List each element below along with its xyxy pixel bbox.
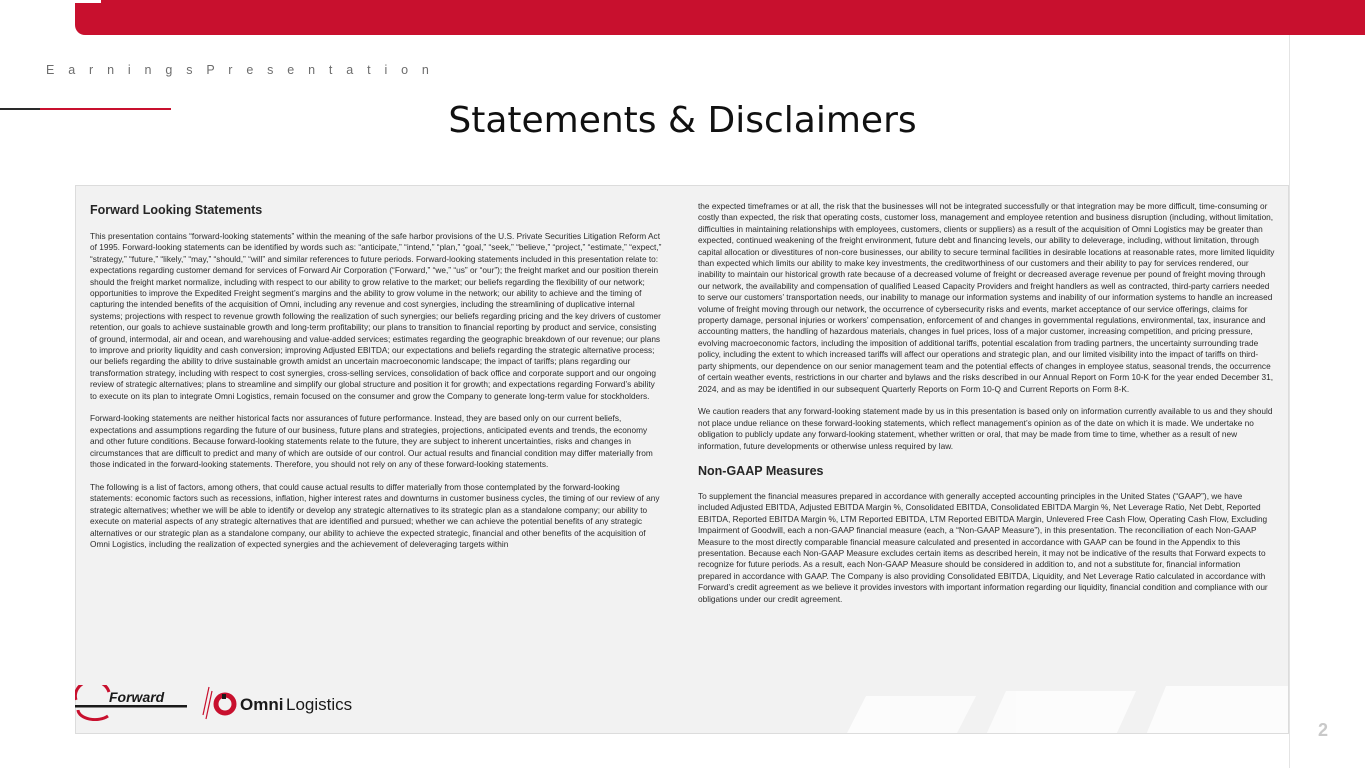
forward-looking-heading: Forward Looking Statements [90, 203, 263, 217]
top-bar-notch [75, 0, 101, 3]
company-logos [75, 685, 365, 721]
right-column [698, 201, 1275, 616]
forward-looking-paragraph-1: This presentation contains “forward-looking statements” within the meaning of the safe harbor provisions of the U.S. Private Securities Litigation Reform Act of 1995. Forward-looking statements can be identified by words such as: “anticipate,” “intend,” “plan,” “goal,” “seek,” “believe,” “project,” “estimate,” “expect,” “strategy,” “future,” “likely,” “may,” “should,” “will” and similar references to future periods. Forward-looking statements included in this presentation relate to: expectations regarding customer demand for services of Forward Air Corporation (“Forward,” “we,” “us” or “our”); the freight market and our position therein should the freight market normalize, including with respect to our ability to grow relative to the market; our beliefs regarding the flexibility of our network; opportunities to improve the Expedited Freight segment’s margins and the ability to grow volume in the network; our ability to achieve and the timing of capturing the intended benefits of the acquisition of Omni, including any revenue and cost synergies, including the streamlining of duplicative internal systems; projections with respect to revenue growth following the realization of such synergies; our beliefs regarding pricing and the key drivers of customer retention, our goals to achieve sustainable growth and long-term profitability; our plans to transition to financial reporting by product and service, consisting of ground, intermodal, air and ocean, and warehousing and value-added services; estimates regarding the geographic breakdown of our revenue; our plans to improve and priority liquidity and cash conversion; improving Adjusted EBITDA; our expectations and beliefs regarding the strategic alternative process; our beliefs regarding the ability to drive sustainable growth amidst an uncertain macroeconomic landscape; the impact of tariffs; plans regarding our transformation strategy, including with respect to cost synergies, cross-selling services, consolidation of back office and corporate support and our ongoing review of strategic alternatives; plans to streamline and simplify our global structure and position it for growth; and expectations regarding Forward’s ability to execute on its plan to integrate Omni Logistics, remain focused on the consumer and grow the Company to generate long-term value for stockholders. [90, 231, 662, 401]
disclaimer-panel [75, 185, 1289, 734]
omni-logistics-logo [216, 694, 352, 714]
top-brand-bar [75, 0, 1365, 35]
caution-paragraph: We caution readers that any forward-looking statement made by us in this presentation is based only on information currently available to us and they should not place undue reliance on these forward-looking statements, which reflect management’s opinion as of the date on which it is made. We undertake no obligation to publicly update any forward-looking statement, whether written or oral, that may be made from time to time, whether as a result of new information, future developments or otherwise unless required by law. [698, 406, 1273, 451]
presentation-label: E a r n i n g s P r e s e n t a t i o n [46, 63, 435, 77]
non-gaap-heading: Non-GAAP Measures [698, 463, 824, 478]
page-title: Statements & Disclaimers [448, 100, 917, 141]
forward-logo [75, 685, 187, 720]
forward-looking-paragraph-3: The following is a list of factors, among others, that could cause actual results to differ materially from those contemplated by the forward-looking statements: economic factors such as recessions, inflation, higher interest rates and downturns in customer business cycles, the timing of our review of any strategic alternatives; whether we will be able to identify or develop any strategic alternatives to its strategic plan as a standalone company; our ability to execute on material aspects of any strategic alternatives that are identified and pursued; whether we can achieve the potential benefits of any strategic alternatives or our strategic plan as a standalone company, our ability to achieve the expected strategic, financial and other benefits of the acquisition of Omni Logistics, including the realization of expected synergies and the achievement of deleveraging targets within [90, 481, 660, 549]
omni-logo-bold: Omni [240, 695, 284, 714]
forward-logo-text: Forward [109, 689, 165, 705]
non-gaap-paragraph: To supplement the financial measures prepared in accordance with generally accepted accounting principles in the United States (“GAAP”), we have included Adjusted EBITDA, Adjusted EBITDA Margin %, Consolidated EBITDA, Consolidated EBITDA Margin %, Net Leverage Ratio, Net Debt, Reported EBITDA, Reported EBITDA Margin %, LTM Reported EBITDA, LTM Reported EBITDA Margin, Unlevered Free Cash Flow, Operating Cash Flow, Excluding Impairment of Goodwill, each a non-GAAP financial measure (each, a “Non-GAAP Measure”), in this presentation. The reconciliation of each Non-GAAP Measure to the most directly comparable financial measure calculated and presented in accordance with GAAP can be found in the Appendix to this presentation. Because each Non-GAAP Measure excludes certain items as described herein, it may not be indicative of the results that Forward expects to recognize for future periods. As a result, each Non-GAAP Measure should be considered in addition to, and not a substitute for, financial information prepared in accordance with GAAP. The Company is also providing Consolidated EBITDA, Liquidity, and Net Leverage Ratio calculated in accordance with Forward’s credit agreement as we believe it provides investors with important information regarding our liquidity, financial condition and compliance with our obligations under our credit agreement. [698, 490, 1268, 604]
right-divider [1289, 35, 1290, 768]
left-column [90, 203, 663, 562]
omni-logo-light: Logistics [286, 695, 353, 714]
page-number: 2 [1318, 720, 1329, 740]
risk-factors-paragraph: the expected timeframes or at all, the risk that the businesses will not be integrated successfully or that integration may be more difficult, time-consuming or costly than expected, the risk that operating costs, customer loss, management and employee retention and business disruption (including, without limitation, difficulties in maintaining relationships with employees, customers, clients or suppliers) as a result of the acquisition of Omni Logistics may be greater than expected, continued weakening of the freight environment, future debt and financing levels, our ability to deleverage, including, without limitation, through capital allocation or divestitures of non-core businesses, our ability to secure terminal facilities in desirable locations at reasonable rates, more limited liquidity than expected which limits our ability to make key investments, the creditworthiness of our customers and their ability to pay for services rendered, our inability to maintain our historical growth rate because of a decreased volume of freight or decreased average revenue per pound of freight moving through our network, the availability and compensation of qualified Leased Capacity Providers and freight handlers as well as contracted, third-party carriers needed to serve our customers’ transportation needs, our inability to manage our information systems and inability of our information systems to handle an increased volume of freight moving through our network, the occurrence of cybersecurity risks and events, market acceptance of our service offerings, claims for property damage, personal injuries or workers’ compensation, enforcement of and changes in governmental regulations, environmental, tax, insurance and accounting matters, the handling of hazardous materials, changes in fuel prices, loss of a major customer, increasing competition, and pricing pressure, evolving macroeconomic factors, including the imposition of additional tariffs, potential escalation from trading partners, the uncertainty surrounding trade policy, including the extent to which increased tariffs will affect our operations and strategic plan, and our limited visibility into the impact of tariffs on third-party shipments, our dependence on our senior management team and the potential effects of changes in employee status, seasonal trends, the occurrence of certain weather events, restrictions in our charter and bylaws and the risks described in our Annual Report on Form 10-K for the year ended December 31, 2024, and as may be identified in our subsequent Quarterly Reports on Form 10-Q and Current Reports on Form 8-K. [698, 201, 1275, 394]
forward-looking-paragraph-2: Forward-looking statements are neither historical facts nor assurances of future performance. Instead, they are based only on our current beliefs, expectations and assumptions regarding the future of our business, future plans and strategies, projections, anticipated events and trends, the economy and other future conditions. Because forward-looking statements relate to the future, they are subject to inherent uncertainties, risks and changes in circumstances that are difficult to predict and many of which are outside of our control. Our actual results and financial condition may differ materially from those indicated in the forward-looking statements. Therefore, you should not rely on any of these forward-looking statements. [90, 413, 653, 470]
logo-divider [203, 687, 212, 719]
